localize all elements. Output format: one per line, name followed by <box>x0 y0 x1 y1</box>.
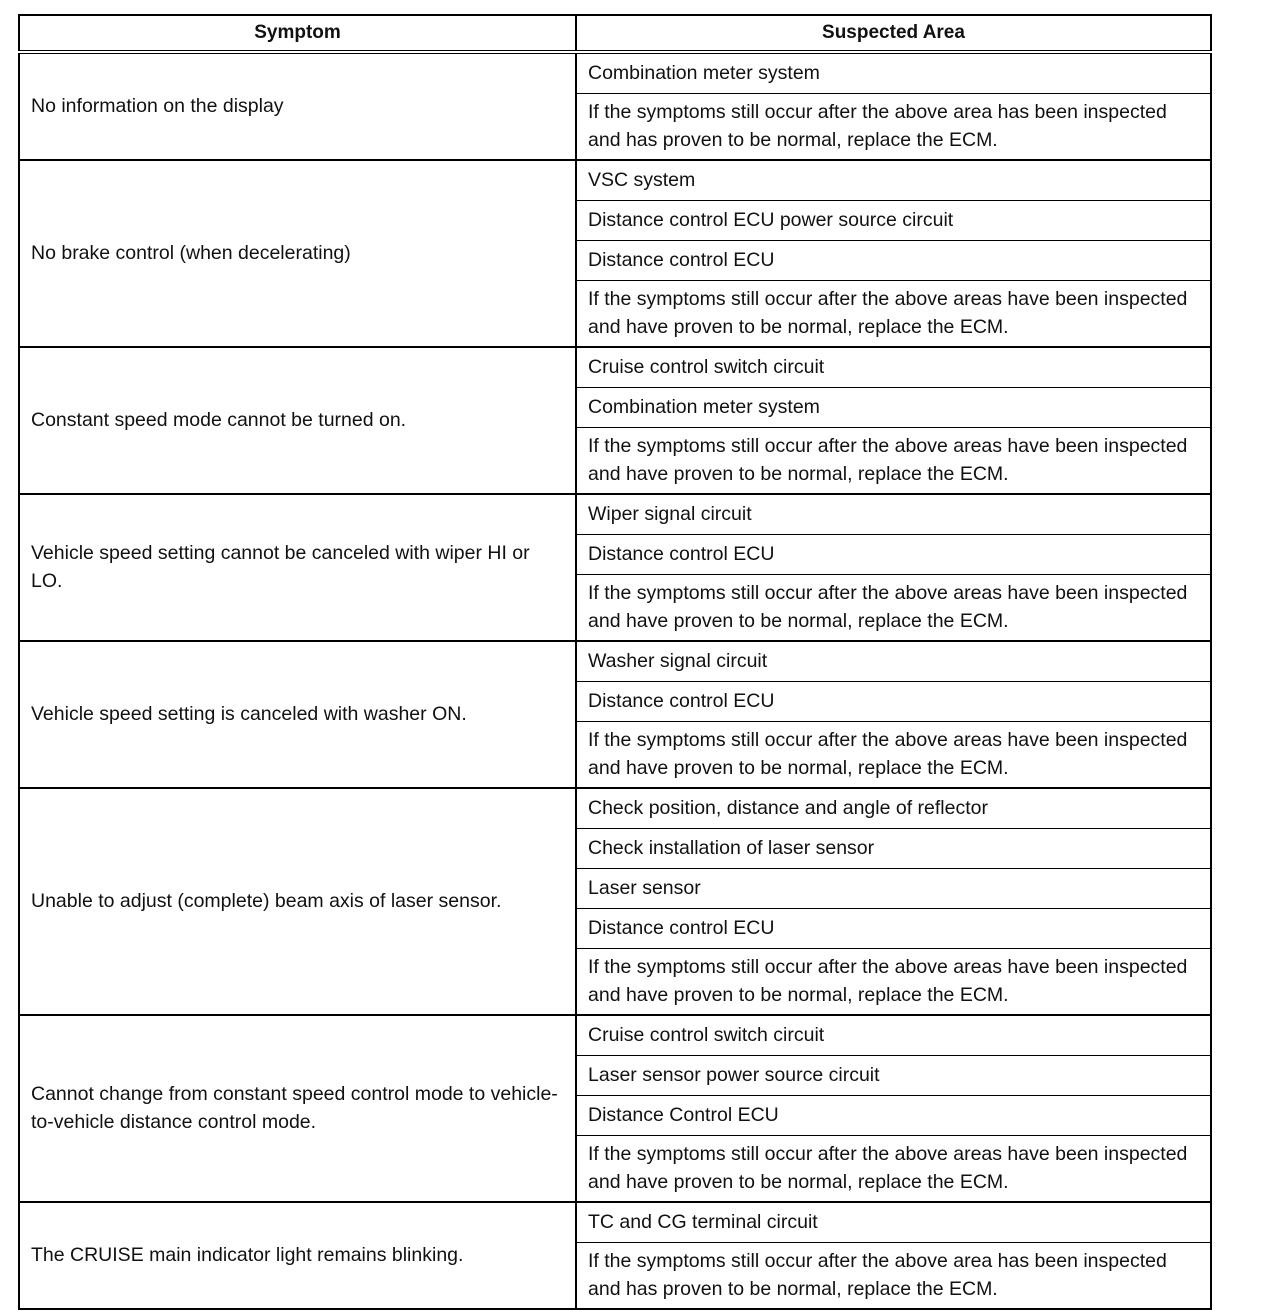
troubleshooting-table <box>18 14 1212 1310</box>
table-row <box>19 52 1211 94</box>
symptom-cell: Unable to adjust (complete) beam axis of laser sensor. <box>19 788 576 1015</box>
suspected-area-cell: Distance control ECU <box>576 241 1211 281</box>
suspected-area-cell: If the symptoms still occur after the above areas have been inspected and have proven to be normal, replace the ECM. <box>576 575 1211 642</box>
suspected-area-cell: Wiper signal circuit <box>576 494 1211 535</box>
suspected-area-cell: Distance control ECU <box>576 535 1211 575</box>
suspected-area-cell: Distance control ECU <box>576 682 1211 722</box>
table-row <box>19 347 1211 388</box>
symptom-cell: The CRUISE main indicator light remains blinking. <box>19 1202 576 1309</box>
suspected-area-cell: Check installation of laser sensor <box>576 829 1211 869</box>
suspected-area-cell: TC and CG terminal circuit <box>576 1202 1211 1243</box>
symptom-cell: Cannot change from constant speed control mode to vehicle-to-vehicle distance control mode. <box>19 1015 576 1202</box>
table-body <box>19 52 1211 1309</box>
suspected-area-cell: If the symptoms still occur after the above areas have been inspected and have proven to be normal, replace the ECM. <box>576 281 1211 348</box>
table-row <box>19 641 1211 682</box>
table-row <box>19 494 1211 535</box>
table-row <box>19 1015 1211 1056</box>
symptom-cell: Vehicle speed setting is canceled with washer ON. <box>19 641 576 788</box>
suspected-area-cell: Distance control ECU <box>576 909 1211 949</box>
header-symptom: Symptom <box>19 15 576 52</box>
suspected-area-cell: Cruise control switch circuit <box>576 1015 1211 1056</box>
suspected-area-cell: If the symptoms still occur after the above areas have been inspected and have proven to be normal, replace the ECM. <box>576 1136 1211 1203</box>
symptom-cell: Constant speed mode cannot be turned on. <box>19 347 576 494</box>
suspected-area-cell: Laser sensor power source circuit <box>576 1056 1211 1096</box>
suspected-area-cell: VSC system <box>576 160 1211 201</box>
table-header-row <box>19 15 1211 52</box>
suspected-area-cell: If the symptoms still occur after the above areas have been inspected and have proven to be normal, replace the ECM. <box>576 722 1211 789</box>
suspected-area-cell: If the symptoms still occur after the above areas have been inspected and have proven to be normal, replace the ECM. <box>576 949 1211 1016</box>
suspected-area-cell: If the symptoms still occur after the above area has been inspected and has proven to be normal, replace the ECM. <box>576 94 1211 161</box>
suspected-area-cell: Distance Control ECU <box>576 1096 1211 1136</box>
table-row <box>19 160 1211 201</box>
suspected-area-cell: Combination meter system <box>576 388 1211 428</box>
symptom-cell: Vehicle speed setting cannot be canceled with wiper HI or LO. <box>19 494 576 641</box>
header-suspected-area: Suspected Area <box>576 15 1211 52</box>
suspected-area-cell: Laser sensor <box>576 869 1211 909</box>
suspected-area-cell: Combination meter system <box>576 52 1211 94</box>
suspected-area-cell: Distance control ECU power source circuit <box>576 201 1211 241</box>
suspected-area-cell: If the symptoms still occur after the above areas have been inspected and have proven to be normal, replace the ECM. <box>576 428 1211 495</box>
suspected-area-cell: Washer signal circuit <box>576 641 1211 682</box>
table-row <box>19 788 1211 829</box>
suspected-area-cell: If the symptoms still occur after the above area has been inspected and has proven to be normal, replace the ECM. <box>576 1243 1211 1310</box>
suspected-area-cell: Check position, distance and angle of reflector <box>576 788 1211 829</box>
symptom-cell: No information on the display <box>19 52 576 160</box>
suspected-area-cell: Cruise control switch circuit <box>576 347 1211 388</box>
table-row <box>19 1202 1211 1243</box>
symptom-cell: No brake control (when decelerating) <box>19 160 576 347</box>
